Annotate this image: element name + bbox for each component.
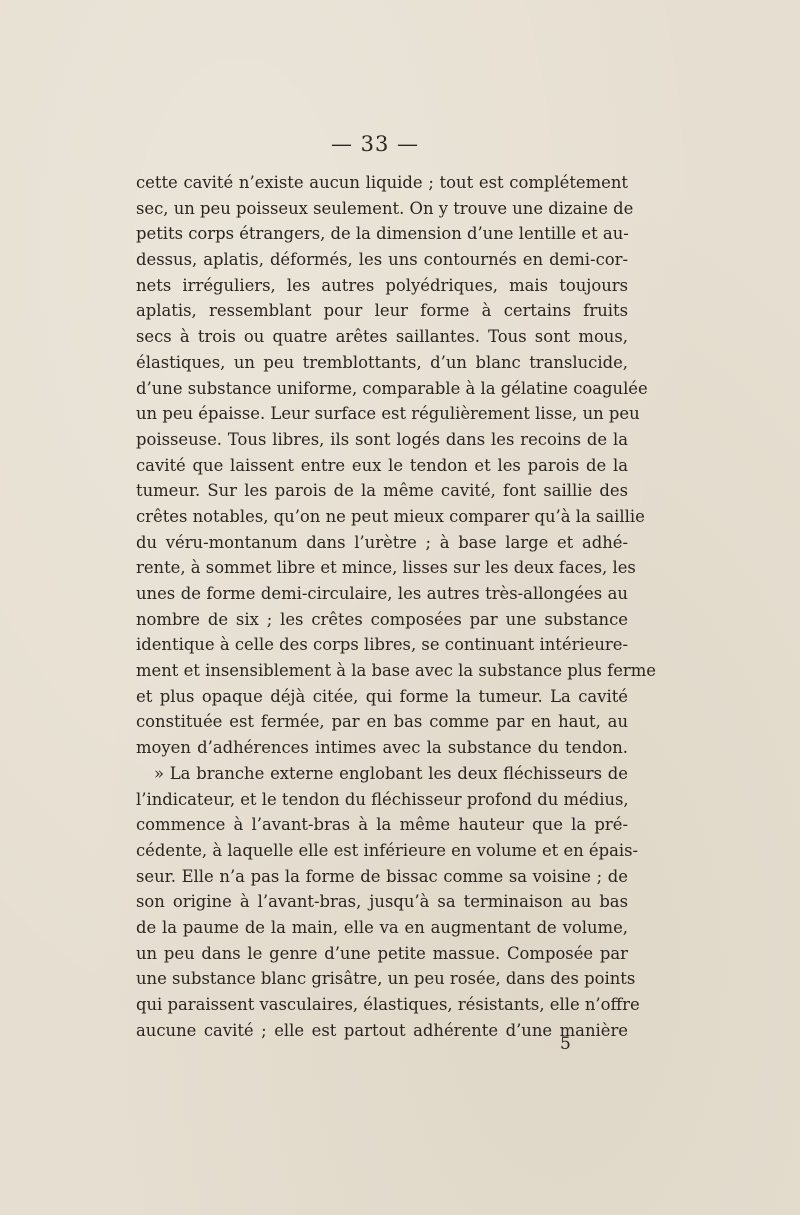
text-line: et plus opaque déjà citée, qui forme la tumeur. La cavité [136,686,628,706]
text-line: un peu dans le genre d’une petite massue. Composée par [136,943,628,963]
text-line: d’une substance uniforme, comparable à la gélatine coagulée [136,378,648,398]
text-line: unes de forme demi-circulaire, les autres très-allongées au [136,584,628,603]
text-line: petits corps étrangers, de la dimension d’une lentille et au- [136,224,629,244]
text-line: cédente, à laquelle elle est inférieure en volume et en épais- [136,840,639,860]
text-line: ment et insensiblement à la base avec la substance plus ferme [136,661,657,681]
text-line: aucune cavité ; elle est partout adhérente d’une manière [136,1020,628,1040]
text-line: crêtes notables, qu’on ne peut mieux comparer qu’à la saillie [136,506,645,526]
text-line: élastiques, un peu tremblottants, d’un blanc translucide, [136,352,628,372]
text-line: rente, à sommet libre et mince, lisses sur les deux faces, les [136,558,636,578]
text-line: constituée est fermée, par en bas comme par en haut, au [136,712,628,732]
text-line: une substance blanc grisâtre, un peu rosée, dans des points [136,969,636,989]
text-line: du véru-montanum dans l’urètre ; à base large et adhé- [136,532,628,552]
paragraph-start-line: » La branche externe englobant les deux fléchisseurs de [154,763,628,783]
text-line: identique à celle des corps libres, se continuant intérieure- [136,635,628,655]
text-line: son origine à l’avant-bras, jusqu’à sa terminaison au bas [136,892,628,912]
text-line: nets irréguliers, les autres polyédriques, mais toujours [136,275,628,295]
text-line: cavité que laissent entre eux le tendon et les parois de la [136,455,628,475]
text-line: de la paume de la main, elle va en augmentant de volume, [136,917,628,937]
text-line: cette cavité n’existe aucun liquide ; tout est complétement [136,173,628,192]
text-line: sec, un peu poisseux seulement. On y trouve une dizaine de [136,198,634,218]
text-line: poisseuse. Tous libres, ils sont logés dans les recoins de la [136,429,628,449]
signature-mark: 5 [560,1034,571,1054]
text-line: moyen d’adhérences intimes avec la substance du tendon. [136,738,628,758]
text-line: nombre de six ; les crêtes composées par une substance [136,609,628,629]
text-line: l’indicateur, et le tendon du fléchisseur profond du médius, [136,789,629,809]
text-line: tumeur. Sur les parois de la même cavité, font saillie des [136,481,628,501]
text-line: qui paraissent vasculaires, élastiques, résistants, elle n’offre [136,995,640,1014]
text-line: seur. Elle n’a pas la forme de bissac comme sa voisine ; de [136,866,628,886]
text-line: secs à trois ou quatre arêtes saillantes. Tous sont mous, [136,327,628,347]
text-line: commence à l’avant-bras à la même hauteur que la pré- [136,815,628,835]
page-number-header: — 33 — [330,132,420,156]
text-line: dessus, aplatis, déformés, les uns contournés en demi-cor- [136,250,628,270]
body-text [136,170,657,1043]
text-line: un peu épaisse. Leur surface est régulièrement lisse, un peu [136,404,640,424]
text-line: aplatis, ressemblant pour leur forme à certains fruits [136,301,628,321]
